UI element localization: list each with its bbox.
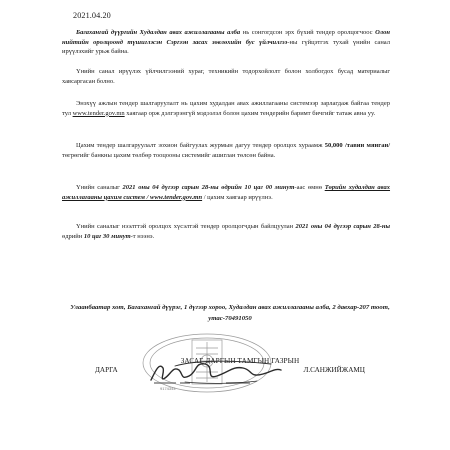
deadline-text: Үнийн саналыг xyxy=(76,184,123,191)
system-text-end: хаягаар орж дэлгэрэнгүй мэдээлэл болон цахим тендерийн баримт бичгийг татаж авна уу. xyxy=(124,109,376,117)
handwritten-signature xyxy=(145,354,285,388)
paragraph-system xyxy=(62,99,390,118)
paragraph-fee xyxy=(62,141,390,160)
fee-amount: 50,000 /тавин мянган/ xyxy=(324,142,390,149)
signer-role: ДАРГА xyxy=(95,366,118,374)
invitation-text: нь сонгогдсон эрх бүхий тендер оролцогчоос xyxy=(240,29,376,36)
paragraph-deadline xyxy=(62,183,390,202)
paragraph-invitation xyxy=(62,28,390,57)
office-title: ЗАСАГ ДАРГЫН ТАМГЫН ГАЗРЫН xyxy=(180,357,300,365)
office-address: Улаанбаатар хот, Багахангай дүүрэг, 1 дүгээр хороо, Худалдан авах ажиллагааны алба, 2 давхар-207 тоот, утас-70491050 xyxy=(70,304,390,322)
paragraph-attachments: Үнийн санал ирүүлэх үйлчилгээний хураг, техникийн тодорхойлолт болон холбогдох бусад материалыг хавсаргасан болно. xyxy=(62,68,390,85)
procurement-system-link[interactable]: Төрийн худалдан авах ажиллагааны цахим систем / www.tender.gov.mn xyxy=(62,184,391,201)
opening-text-end: -т нээнэ. xyxy=(130,232,155,240)
document-date: 2021.04.20 xyxy=(73,11,111,20)
procurement-agency: Багахангай дүүргийн Худалдан авах ажиллагааны алба xyxy=(76,29,241,36)
paragraph-opening xyxy=(62,222,390,241)
service-name: Олон нийтийн оролцоонд түшиглэсэн Сэргээн засах зөвлөхийн бус үйлчилгээ xyxy=(62,29,390,46)
opening-text: Үнийн саналыг нээлттэй оролцох хүсэлтэй тендер оролцогчдын байлцуулан xyxy=(76,223,296,230)
opening-time: 10 цаг 30 минут xyxy=(83,232,131,240)
opening-date: 2021 оны 04 дүгээр сарын 28-ны xyxy=(295,223,390,230)
fee-text: Цахим тендер шалгаруулалт зохион байгуулах журмын дагуу тендер оролцох хураамж xyxy=(76,142,325,149)
submission-deadline: 2021 оны 04 дүгээр сарын 28-ны өдрийн 10 цаг 00 минут xyxy=(122,184,295,191)
tender-website-link[interactable]: www.tender.gov.mn xyxy=(72,109,125,117)
deadline-text-mid: -аас өмнө xyxy=(294,184,325,191)
signer-name: Л.САНЖИЙЖАМЦ xyxy=(303,366,365,374)
fee-text-end: төгрөгийг банкны цахим төлбөр тооцооны системийг ашиглан төлсөн байна. xyxy=(62,151,276,159)
opening-text-mid: өдрийн xyxy=(62,232,84,240)
seal-number: 9174344 xyxy=(160,386,176,391)
invitation-text-end: -ны гүйцэтгэх тухай үнийн санал ирүүлэхийг урьж байна. xyxy=(62,38,390,56)
system-text: Энэхүү ажлын тендер шалгаруулалт нь цахим худалдан авах ажиллагааны системээр зарлагдаж байгаа тендер тул xyxy=(62,100,390,117)
deadline-text-end: / цахим хаягаар ирүүлнэ. xyxy=(202,193,273,201)
